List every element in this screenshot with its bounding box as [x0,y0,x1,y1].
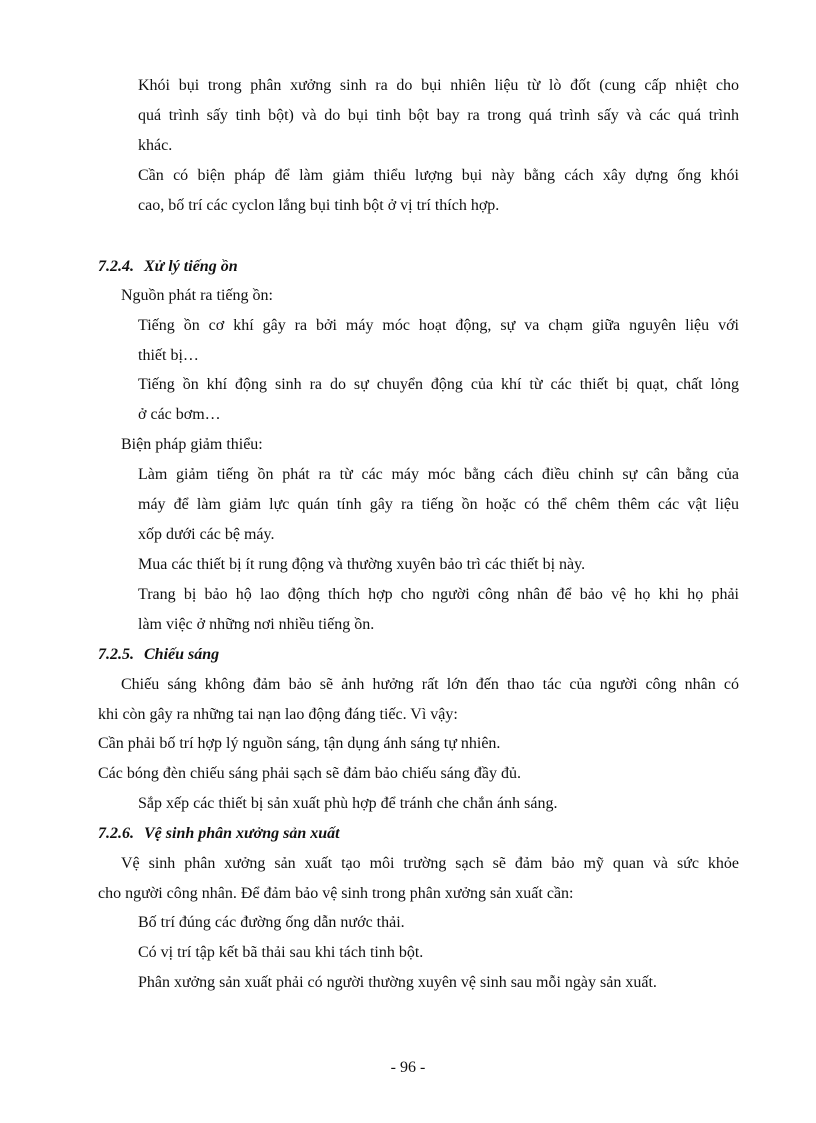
section-number: 7.2.4. [98,258,134,275]
paragraph-line: Trang bị bảo hộ lao động thích hợp cho người công nhân để bảo vệ họ khi họ phải [138,586,739,603]
paragraph-line: ở các bơm… [138,406,221,423]
paragraph-line: Tiếng ồn cơ khí gây ra bởi máy móc hoạt động, sự va chạm giữa nguyên liệu với [138,317,739,334]
paragraph-line: cao, bố trí các cyclon lắng bụi tinh bột ở vị trí thích hợp. [138,197,500,214]
paragraph-line: cho người công nhân. Để đảm bảo vệ sinh trong phân xưởng sản xuất cần: [98,885,574,902]
paragraph-line: Các bóng đèn chiếu sáng phải sạch sẽ đảm bảo chiếu sáng đầy đủ. [98,765,521,782]
section-title: Vệ sinh phân xưởng sản xuất [144,825,340,842]
paragraph-line: Làm giảm tiếng ồn phát ra từ các máy móc bằng cách điều chỉnh sự cân bằng của [138,466,739,483]
paragraph-line: Sắp xếp các thiết bị sản xuất phù hợp để tránh che chắn ánh sáng. [138,795,558,812]
paragraph-line: khác. [138,137,173,154]
paragraph-line: khi còn gây ra những tai nạn lao động đáng tiếc. Vì vậy: [98,706,458,723]
paragraph-line: máy để làm giảm lực quán tính gây ra tiếng ồn hoặc có thể chêm thêm các vật liệu [138,496,739,513]
paragraph-line: Vệ sinh phân xưởng sản xuất tạo môi trường sạch sẽ đảm bảo mỹ quan và sức khỏe [121,855,739,872]
section-number: 7.2.5. [98,646,134,663]
paragraph-line: Chiếu sáng không đảm bảo sẽ ảnh hưởng rất lớn đến thao tác của người công nhân có [121,676,739,693]
paragraph-line: Khói bụi trong phân xưởng sinh ra do bụi nhiên liệu từ lò đốt (cung cấp nhiệt cho [138,77,739,94]
paragraph-line: Bố trí đúng các đường ống dẫn nước thải. [138,914,405,931]
paragraph-line: xốp dưới các bệ máy. [138,526,275,543]
section-number: 7.2.6. [98,825,134,842]
section-heading-7-2-5 [98,645,219,665]
paragraph-line: thiết bị… [138,347,199,364]
subheading-measures: Biện pháp giảm thiểu: [121,436,263,453]
section-title: Chiếu sáng [144,646,220,663]
section-heading-7-2-6 [98,824,340,844]
paragraph-line: Tiếng ồn khí động sinh ra do sự chuyển động của khí từ các thiết bị quạt, chất lỏng [138,376,739,393]
paragraph-line: Phân xưởng sản xuất phải có người thường xuyên vệ sinh sau mỗi ngày sản xuất. [138,974,657,991]
paragraph-line: Có vị trí tập kết bã thải sau khi tách tinh bột. [138,944,424,961]
section-heading-7-2-4 [98,257,238,277]
section-title: Xử lý tiếng ồn [144,258,238,275]
paragraph-line: Cần có biện pháp để làm giảm thiểu lượng bụi này bằng cách xây dựng ống khói [138,167,739,184]
subheading-noise-sources: Nguồn phát ra tiếng ồn: [121,287,273,304]
paragraph-line: Cần phải bố trí hợp lý nguồn sáng, tận dụng ánh sáng tự nhiên. [98,735,501,752]
paragraph-line: làm việc ở những nơi nhiều tiếng ồn. [138,616,375,633]
paragraph-line: Mua các thiết bị ít rung động và thường xuyên bảo trì các thiết bị này. [138,556,586,573]
paragraph-line: quá trình sấy tinh bột) và do bụi tinh bột bay ra trong quá trình sấy và các quá trình [138,107,739,124]
page-number: - 96 - [390,1059,426,1076]
